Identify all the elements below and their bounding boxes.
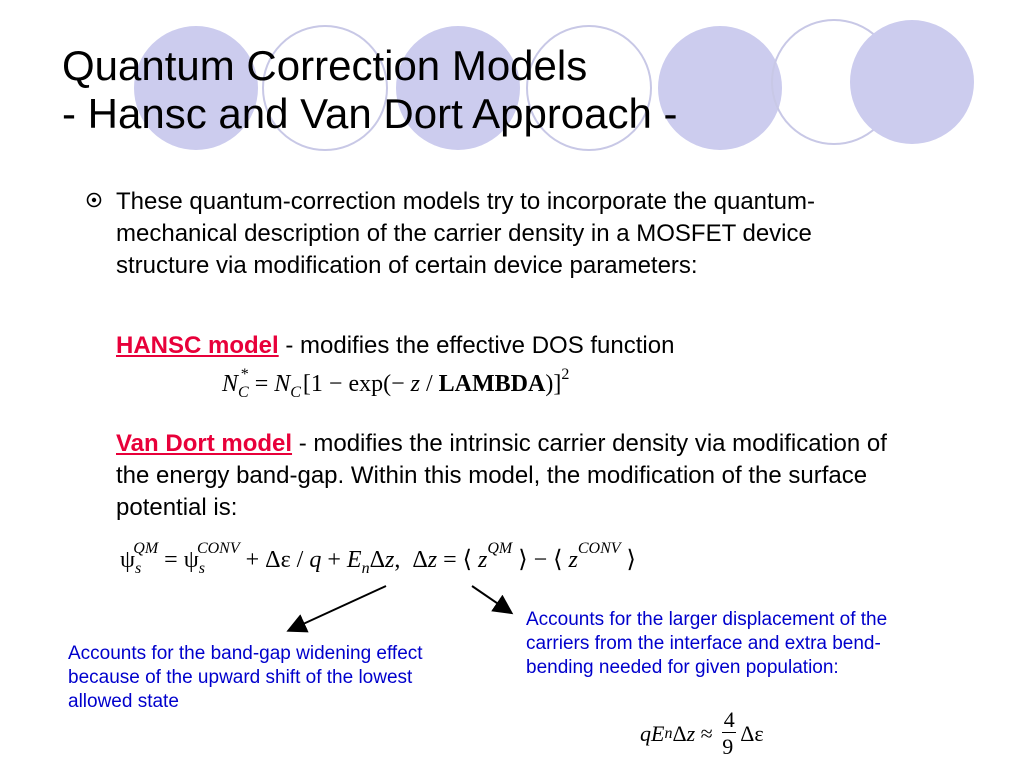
vandort-equation: $\psi_s^{QM} = \psi_s^{CONV} + \Delta\varepsilon / q + E_n\Delta z$, Δz = ⟨ $z^{QM}$ ⟩ − ⟨ $z^{CONV}$ ⟩ — [120, 540, 636, 577]
hansc-model-name: HANSC model — [116, 332, 279, 359]
note-right: Accounts for the larger displacement of the carriers from the interface and extra bend-bending needed for given population: — [526, 609, 888, 678]
vandort-model-name: Van Dort model — [116, 430, 293, 457]
hansc-model-desc: - modifies the effective DOS function — [278, 332, 675, 359]
arrow-left — [290, 586, 386, 630]
deco-circle-7 — [850, 20, 974, 144]
note-left: Accounts for the band-gap widening effect because of the upward shift of the lowest allowed state — [68, 643, 423, 712]
arrow-right — [472, 586, 510, 612]
hansc-equation: $N_C^* = N_C$ [1 − exp(− z / LAMBDA)]$^2$ — [222, 366, 570, 401]
small-equation: qE n Δ z ≈ 4 9 Δε — [640, 707, 764, 759]
bullet-text: These quantum-correction models try to incorporate the quantum-mechanical description of the carrier density in a MOSFET device structure via modification of certain device parameters: — [116, 188, 816, 279]
title-line-1: Quantum Correction Models — [62, 42, 588, 89]
vandort-model-desc: - modifies the intrinsic carrier density via modification of the energy band-gap. Within this model, the modification of the surface potential is: — [116, 430, 887, 521]
circled-dot-icon — [86, 192, 102, 208]
hansc-model-line — [116, 330, 906, 362]
slide-title — [62, 42, 678, 138]
title-line-2: - Hansc and Van Dort Approach - — [62, 90, 678, 137]
vandort-model-block — [116, 428, 906, 524]
